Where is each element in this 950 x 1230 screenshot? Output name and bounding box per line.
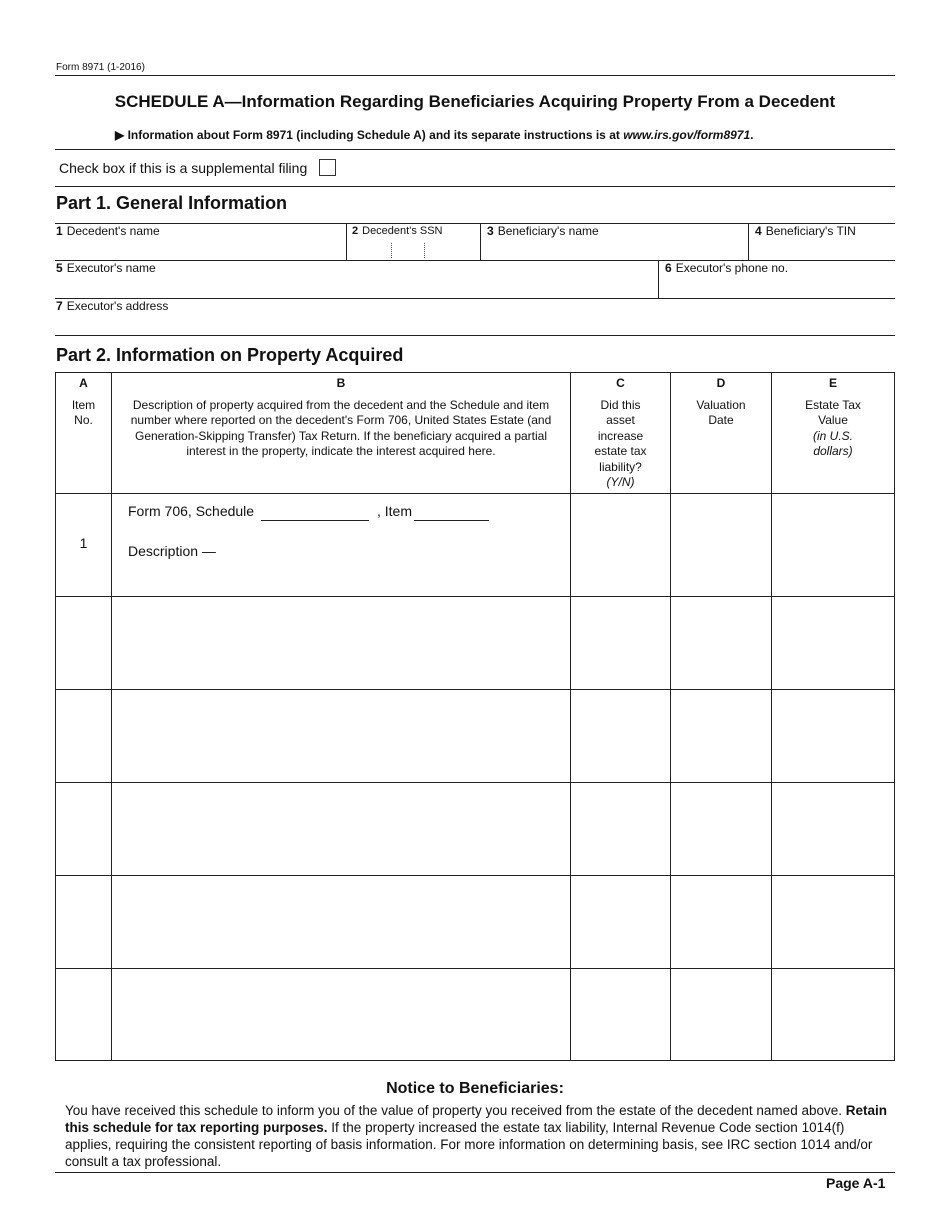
field-label: Beneficiary's name <box>497 224 599 238</box>
column-letter: B <box>336 376 346 390</box>
notice-rest: If the property increased the estate tax liability, Internal Revenue Code section 1014(f) applies, requiring the consistent reporting of basis information. For more information on determining basis, see IRC section 1014 and/or consult a tax professional. <box>65 1120 873 1169</box>
column-text: (Y/N) <box>606 475 635 489</box>
part2-title: Part 2. Information on Property Acquired <box>56 345 404 365</box>
field-number: 3 <box>487 224 494 238</box>
column-text: estate tax <box>594 444 647 458</box>
column-text: (in U.S. <box>812 428 853 443</box>
row1-item-no: 1 <box>79 535 88 551</box>
row1-schedule-input[interactable] <box>261 520 369 521</box>
column-text: Date <box>708 413 734 427</box>
column-letter: A <box>79 376 88 390</box>
row1-item-label: , Item <box>377 503 413 519</box>
field-executor-phone[interactable] <box>665 261 788 275</box>
column-text: No. <box>74 413 93 427</box>
column-a-header <box>56 376 111 429</box>
field-label: Decedent's SSN <box>362 225 443 237</box>
part1-title: Part 1. General Information <box>56 193 288 213</box>
field-executor-address[interactable] <box>56 299 168 313</box>
notice-bold: Retain this schedule for tax reporting purposes. <box>65 1103 888 1135</box>
column-letter: D <box>716 376 726 390</box>
page-number: Page A-1 <box>826 1175 886 1191</box>
column-b-header <box>116 376 566 460</box>
field-decedent-ssn[interactable] <box>352 225 443 237</box>
column-text: Description of property acquired from the decedent and the Schedule and item number where reported on the decedent's Form 706, United States Estate (and Generation-Skipping Transfer) Tax Return. If the beneficiary acquired a partial interest in the property, indicate the interest acquired here. <box>130 397 552 458</box>
irs-link[interactable]: www.irs.gov/form8971 <box>623 128 751 142</box>
column-letter: C <box>616 376 625 390</box>
field-number: 2 <box>352 225 359 237</box>
info-line <box>115 128 753 142</box>
field-number: 1 <box>56 224 63 238</box>
field-number: 7 <box>56 299 63 313</box>
column-text: liability? <box>599 459 642 474</box>
info-line-text: ▶ Information about Form 8971 (including Schedule A) and its separate instructions is at <box>115 128 624 142</box>
form-id: Form 8971 (1-2016) <box>56 62 145 73</box>
field-beneficiary-tin[interactable] <box>755 224 856 238</box>
field-executor-name[interactable] <box>56 261 156 275</box>
row1-col-d-cell[interactable] <box>671 494 771 596</box>
row1-item-input[interactable] <box>414 520 489 521</box>
row1-schedule-label: Form 706, Schedule <box>128 503 255 519</box>
row1-description-label: Description — <box>128 543 216 559</box>
column-text: Value <box>818 413 848 427</box>
row1-col-e-cell[interactable] <box>772 494 894 596</box>
field-label: Decedent's name <box>66 224 160 238</box>
column-text: Estate Tax <box>805 397 861 412</box>
field-label: Executor's address <box>66 299 169 313</box>
supplemental-label: Check box if this is a supplemental filing <box>59 160 308 176</box>
column-e-header <box>772 376 894 460</box>
row1-col-c-cell[interactable] <box>571 494 670 596</box>
column-text: increase <box>597 428 644 443</box>
supplemental-checkbox[interactable] <box>319 159 336 176</box>
blank-rows-area[interactable] <box>112 597 570 1060</box>
field-number: 6 <box>665 261 672 275</box>
column-text: asset <box>606 413 635 427</box>
column-text: Item <box>71 397 96 412</box>
notice-line1: You have received this schedule to inform you of the value of property you received from the estate of the decedent named above. <box>65 1103 842 1118</box>
field-number: 4 <box>755 224 762 238</box>
field-decedent-name[interactable] <box>56 224 160 238</box>
field-number: 5 <box>56 261 63 275</box>
column-d-header <box>671 376 771 429</box>
field-label: Beneficiary's TIN <box>765 224 856 238</box>
notice-title: Notice to Beneficiaries: <box>386 1080 564 1097</box>
column-text: Did this <box>600 397 641 412</box>
field-beneficiary-name[interactable] <box>487 224 599 238</box>
field-label: Executor's phone no. <box>675 261 789 275</box>
info-line-suffix: . <box>750 128 754 142</box>
notice-body <box>65 1102 890 1170</box>
schedule-title: SCHEDULE A—Information Regarding Beneficiaries Acquiring Property From a Decedent <box>114 92 836 111</box>
column-c-header <box>571 376 670 491</box>
column-text: Valuation <box>696 397 746 412</box>
column-text: dollars) <box>813 444 853 458</box>
field-label: Executor's name <box>66 261 156 275</box>
column-letter: E <box>828 376 837 390</box>
